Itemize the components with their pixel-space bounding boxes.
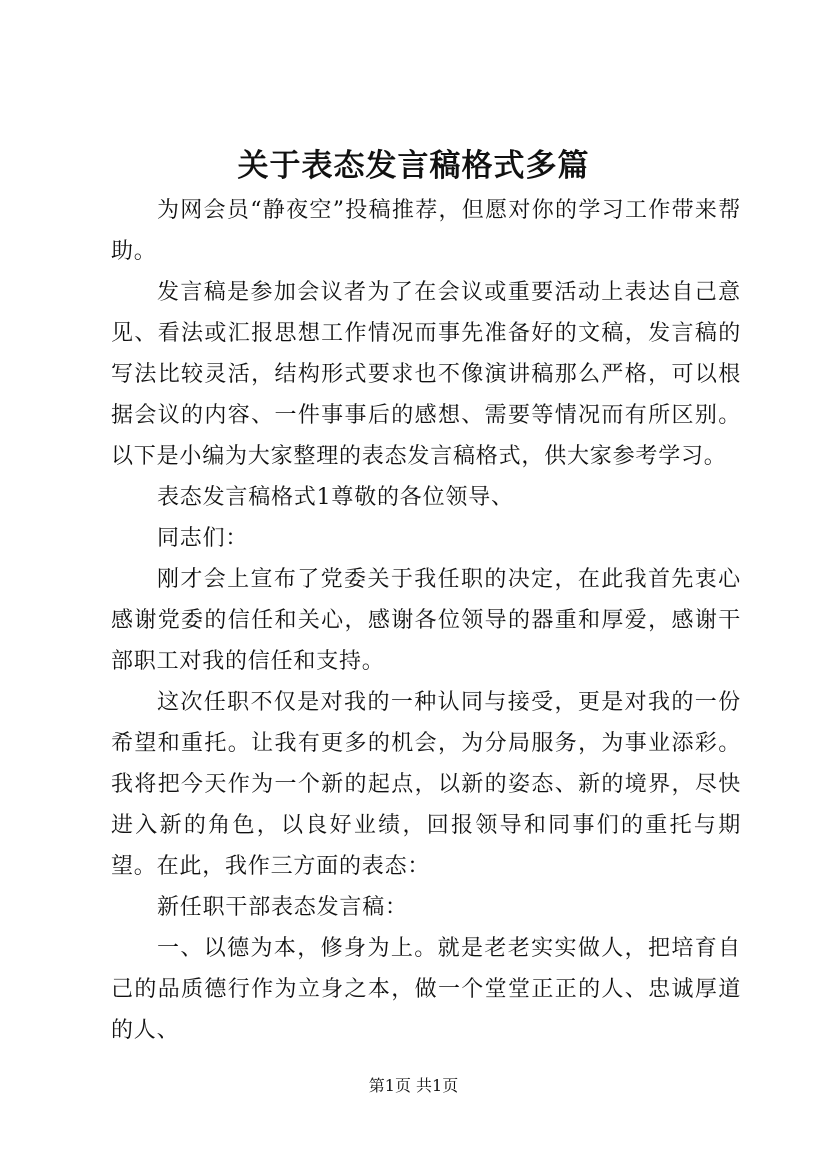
paragraph-salutation: 同志们： — [157, 526, 249, 551]
page-footer: 第1页 共1页 — [368, 1076, 459, 1095]
paragraph-commitment: 这次任职不仅是对我的一种认同与接受，更是对我的一份希望和重托。让我有更多的机会，为分局服务，为事业添彩。我将把今天作为一个新的起点，以新的姿态、新的境界，尽快进入新的角色，以良好业绩，回报领导和同事们的重托与期望。在此，我作三方面的表态： — [111, 690, 741, 879]
paragraph-thanks: 刚才会上宣布了党委关于我任职的决定，在此我首先衷心感谢党委的信任和关心，感谢各位领导的器重和厚爱，感谢干部职工对我的信任和支持。 — [111, 567, 741, 674]
document-title: 关于表态发言稿格式多篇 — [237, 148, 590, 184]
paragraph-format-heading: 表态发言稿格式1尊敬的各位领导、 — [157, 485, 514, 510]
document-body — [111, 190, 741, 1051]
paragraph-subheading: 新任职干部表态发言稿： — [157, 895, 408, 920]
paragraph-intro: 为网会员“静夜空”投稿推荐，但愿对你的学习工作带来帮助。 — [111, 198, 741, 264]
paragraph-point-one: 一、以德为本，修身为上。就是老老实实做人，把培育自己的品质德行作为立身之本，做一个堂堂正正的人、忠诚厚道的人、 — [111, 936, 741, 1043]
paragraph-definition: 发言稿是参加会议者为了在会议或重要活动上表达自己意见、看法或汇报思想工作情况而事先准备好的文稿，发言稿的写法比较灵活，结构形式要求也不像演讲稿那么严格，可以根据会议的内容、一件事事后的感想、需要等情况而有所区别。以下是小编为大家整理的表态发言稿格式，供大家参考学习。 — [111, 280, 741, 469]
